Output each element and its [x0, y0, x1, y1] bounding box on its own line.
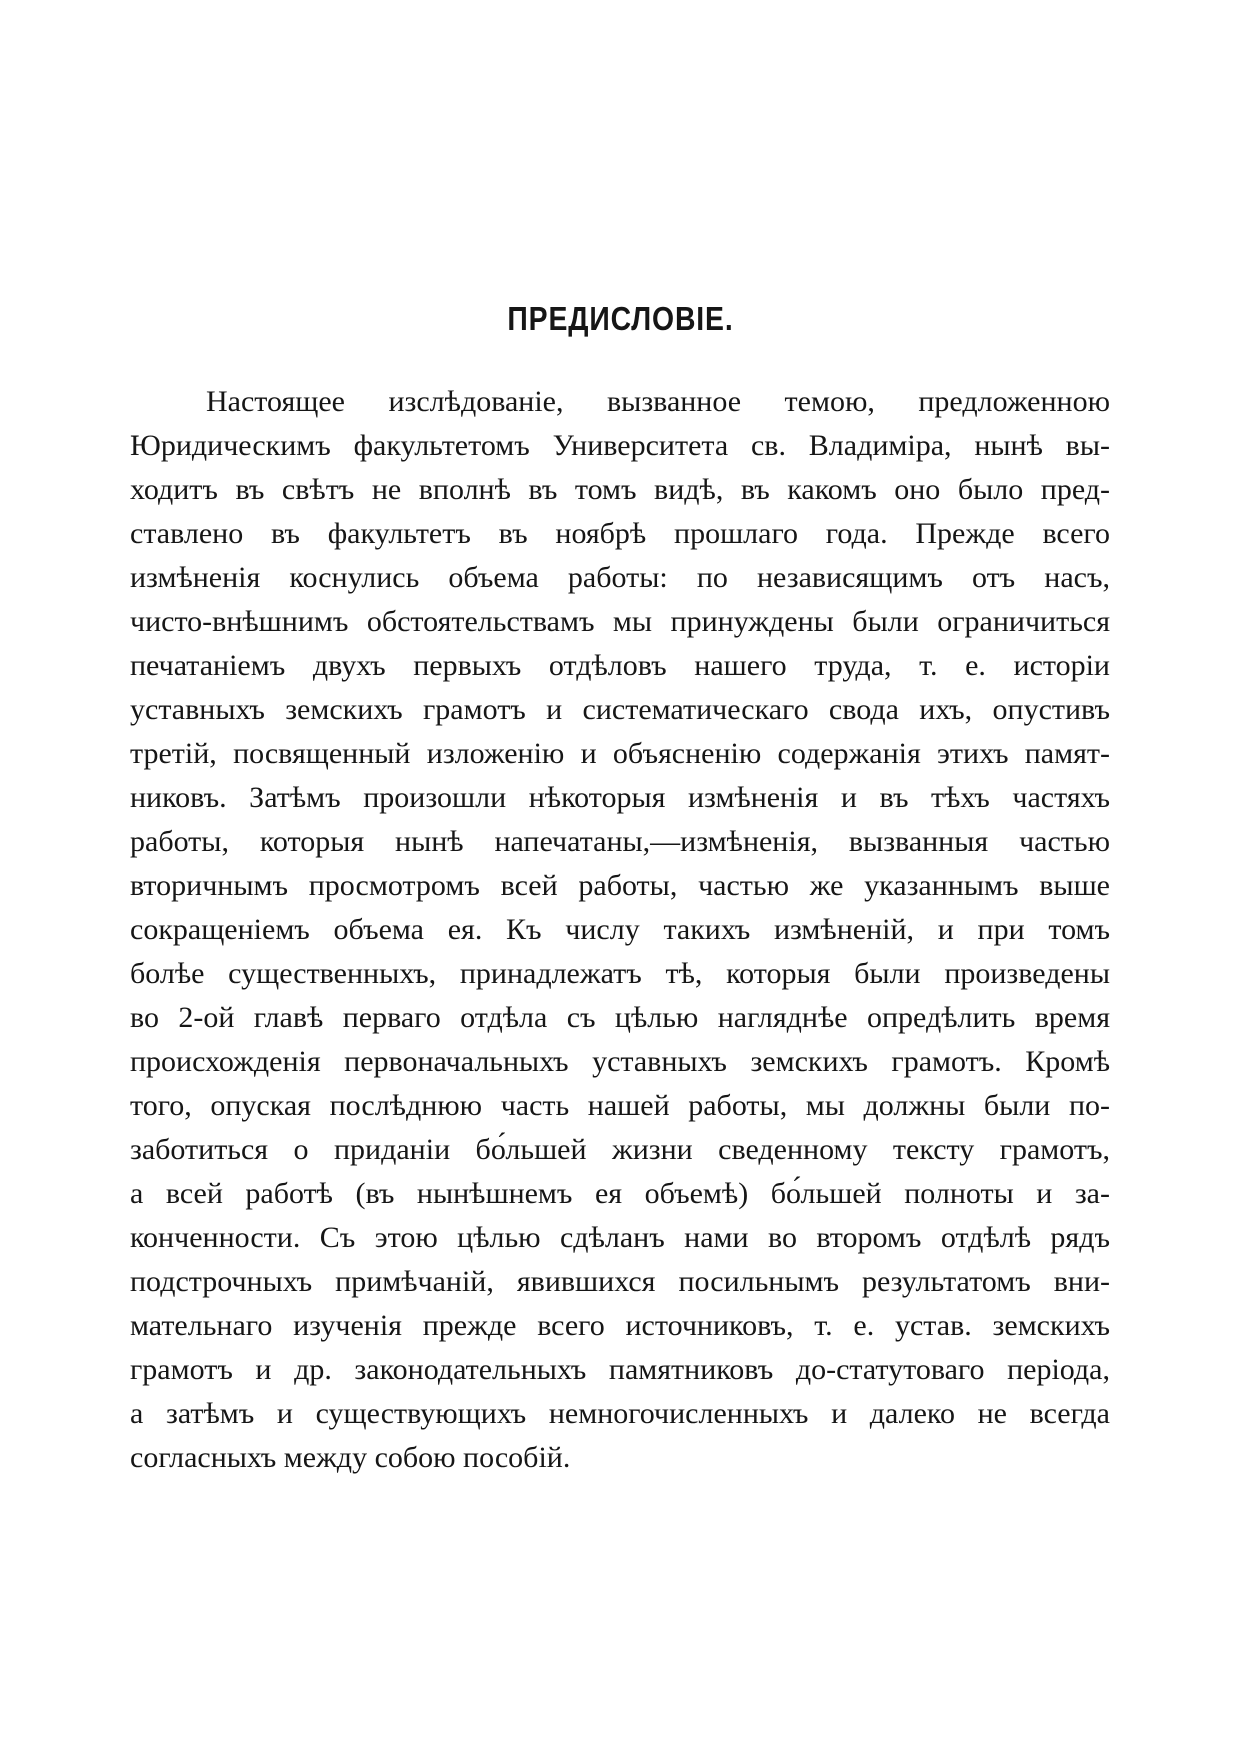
text-line: работы, которыя нынѣ напечатаны,—измѣненія, вызванныя частью: [130, 825, 1110, 858]
text-line: заботиться о приданіи бо́льшей жизни сведенному тексту грамотъ,: [130, 1133, 1110, 1166]
text-line: никовъ. Затѣмъ произошли нѣкоторыя измѣненія и въ тѣхъ частяхъ: [130, 781, 1110, 814]
text-line: сокращеніемъ объема ея. Къ числу такихъ измѣненій, и при томъ: [130, 913, 1110, 946]
preface-paragraph: [130, 380, 1110, 1480]
text-line: болѣе существенныхъ, принадлежатъ тѣ, которыя были произведены: [130, 957, 1110, 990]
text-line: грамотъ и др. законодательныхъ памятниковъ до-статутоваго періода,: [130, 1353, 1110, 1386]
text-line: согласныхъ между собою пособій.: [130, 1441, 571, 1474]
text-line: чисто-внѣшнимъ обстоятельствамъ мы принуждены были ограничиться: [130, 605, 1110, 638]
text-line: а затѣмъ и существующихъ немногочисленныхъ и далеко не всегда: [130, 1397, 1110, 1430]
text-line: того, опуская послѣднюю часть нашей работы, мы должны были по-: [130, 1089, 1110, 1122]
text-line: происхожденія первоначальныхъ уставныхъ земскихъ грамотъ. Кромѣ: [130, 1045, 1110, 1078]
text-line: Настоящее изслѣдованіе, вызванное темою, предложенною: [206, 385, 1110, 418]
text-line: третій, посвященный изложенію и объясненію содержанія этихъ памят-: [130, 737, 1110, 770]
text-line: мательнаго изученія прежде всего источниковъ, т. е. устав. земскихъ: [130, 1309, 1110, 1342]
text-line: ходитъ въ свѣтъ не вполнѣ въ томъ видѣ, въ какомъ оно было пред-: [130, 473, 1110, 506]
text-line: ставлено въ факультетъ въ ноябрѣ прошлаго года. Прежде всего: [130, 517, 1110, 550]
text-line: а всей работѣ (въ нынѣшнемъ ея объемѣ) бо́льшей полноты и за-: [130, 1177, 1110, 1210]
page-title: ПРЕДИСЛОВІЕ.: [507, 300, 734, 337]
text-line: подстрочныхъ примѣчаній, явившихся посильнымъ результатомъ вни-: [130, 1265, 1110, 1298]
text-line: уставныхъ земскихъ грамотъ и систематическаго свода ихъ, опустивъ: [130, 693, 1110, 726]
text-line: измѣненія коснулись объема работы: по независящимъ отъ насъ,: [130, 561, 1110, 594]
text-line: Юридическимъ факультетомъ Университета св. Владиміра, нынѣ вы-: [130, 429, 1110, 462]
text-line: вторичнымъ просмотромъ всей работы, частью же указаннымъ выше: [130, 869, 1110, 902]
text-line: печатаніемъ двухъ первыхъ отдѣловъ нашего труда, т. е. исторіи: [130, 649, 1110, 682]
text-line: конченности. Съ этою цѣлью сдѣланъ нами во второмъ отдѣлѣ рядъ: [130, 1221, 1110, 1254]
text-line: во 2-ой главѣ перваго отдѣла съ цѣлью нагляднѣе опредѣлить время: [130, 1001, 1110, 1034]
